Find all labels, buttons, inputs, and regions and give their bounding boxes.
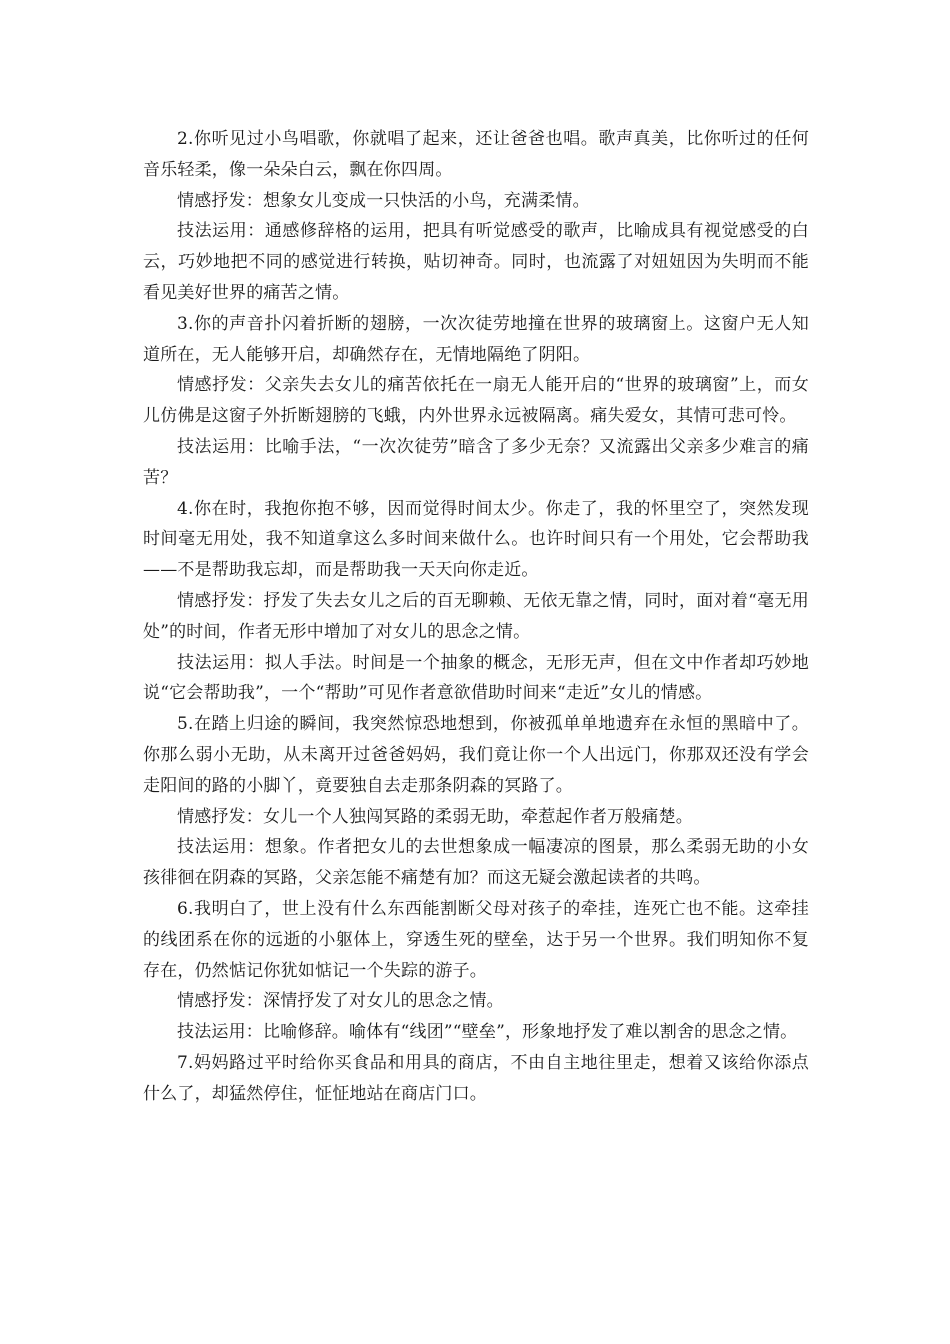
emotion-expression-2: 情感抒发：想象女儿变成一只快活的小鸟，充满柔情。 [177,190,590,211]
paragraph-item-2: 2.你听见过小鸟唱歌，你就唱了起来，还让爸爸也唱。歌声真美，比你听过的任何音乐轻柔，像一朵朵白云，飘在你四周。 [143,129,809,180]
technique-analysis-2: 技法运用：通感修辞格的运用，把具有听觉感受的歌声，比喻成具有视觉感受的白云，巧妙地把不同的感觉进行转换，贴切神奇。同时，也流露了对妞妞因为失明而不能看见美好世界的痛苦之情。 [143,221,809,303]
technique-analysis-6: 技法运用：比喻修辞。喻体有“线团”“壁垒”，形象地抒发了难以割舍的思念之情。 [177,1022,798,1043]
technique-analysis-3: 技法运用：比喻手法，“一次次徒劳”暗含了多少无奈？又流露出父亲多少难言的痛苦？ [143,436,809,488]
paragraph-item-3: 3.你的声音扑闪着折断的翅膀，一次次徒劳地撞在世界的玻璃窗上。这窗户无人知道所在，无人能够开启，却确然存在，无情地隔绝了阴阳。 [143,313,809,365]
emotion-expression-6: 情感抒发：深情抒发了对女儿的思念之情。 [177,991,504,1012]
emotion-expression-4: 情感抒发：抒发了失去女儿之后的百无聊赖、无依无靠之情，同时，面对着“毫无用处”的时间，作者无形中增加了对女儿的思念之情。 [143,590,809,642]
emotion-expression-3: 情感抒发：父亲失去女儿的痛苦依托在一扇无人能开启的“世界的玻璃窗”上，而女儿仿佛是这窗子外折断翅膀的飞蛾，内外世界永远被隔离。痛失爱女，其情可悲可怜。 [143,375,809,427]
paragraph-item-4: 4.你在时，我抱你抱不够，因而觉得时间太少。你走了，我的怀里空了，突然发现时间毫无用处，我不知道拿这么多时间来做什么。也许时间只有一个用处，它会帮助我——不是帮助我忘却，而是帮助我一天天向你走近。 [143,498,809,581]
emotion-expression-5: 情感抒发：女儿一个人独闯冥路的柔弱无助，牵惹起作者万般痛楚。 [177,806,693,827]
paragraph-item-7: 7.妈妈路过平时给你买食品和用具的商店，不由自主地往里走，想着又该给你添点什么了，却猛然停住，怔怔地站在商店门口。 [143,1052,809,1104]
document-body [143,124,809,1110]
paragraph-item-5: 5.在踏上归途的瞬间，我突然惊恐地想到，你被孤单单地遗弃在永恒的黑暗中了。你那么弱小无助，从未离开过爸爸妈妈，我们竟让你一个人出远门，你那双还没有学会走阳间的路的小脚丫，竟要独自去走那条阴森的冥路了。 [143,714,809,796]
technique-analysis-5: 技法运用：想象。作者把女儿的去世想象成一幅凄凉的图景，那么柔弱无助的小女孩徘徊在阴森的冥路，父亲怎能不痛楚有加？而这无疑会激起读者的共鸣。 [143,837,809,889]
technique-analysis-4: 技法运用：拟人手法。时间是一个抽象的概念，无形无声，但在文中作者却巧妙地说“它会帮助我”，一个“帮助”可见作者意欲借助时间来“走近”女儿的情感。 [143,652,809,704]
paragraph-item-6: 6.我明白了，世上没有什么东西能割断父母对孩子的牵挂，连死亡也不能。这牵挂的线团系在你的远逝的小躯体上，穿透生死的壁垒，达于另一个世界。我们明知你不复存在，仍然惦记你犹如惦记一个失踪的游子。 [143,898,809,981]
